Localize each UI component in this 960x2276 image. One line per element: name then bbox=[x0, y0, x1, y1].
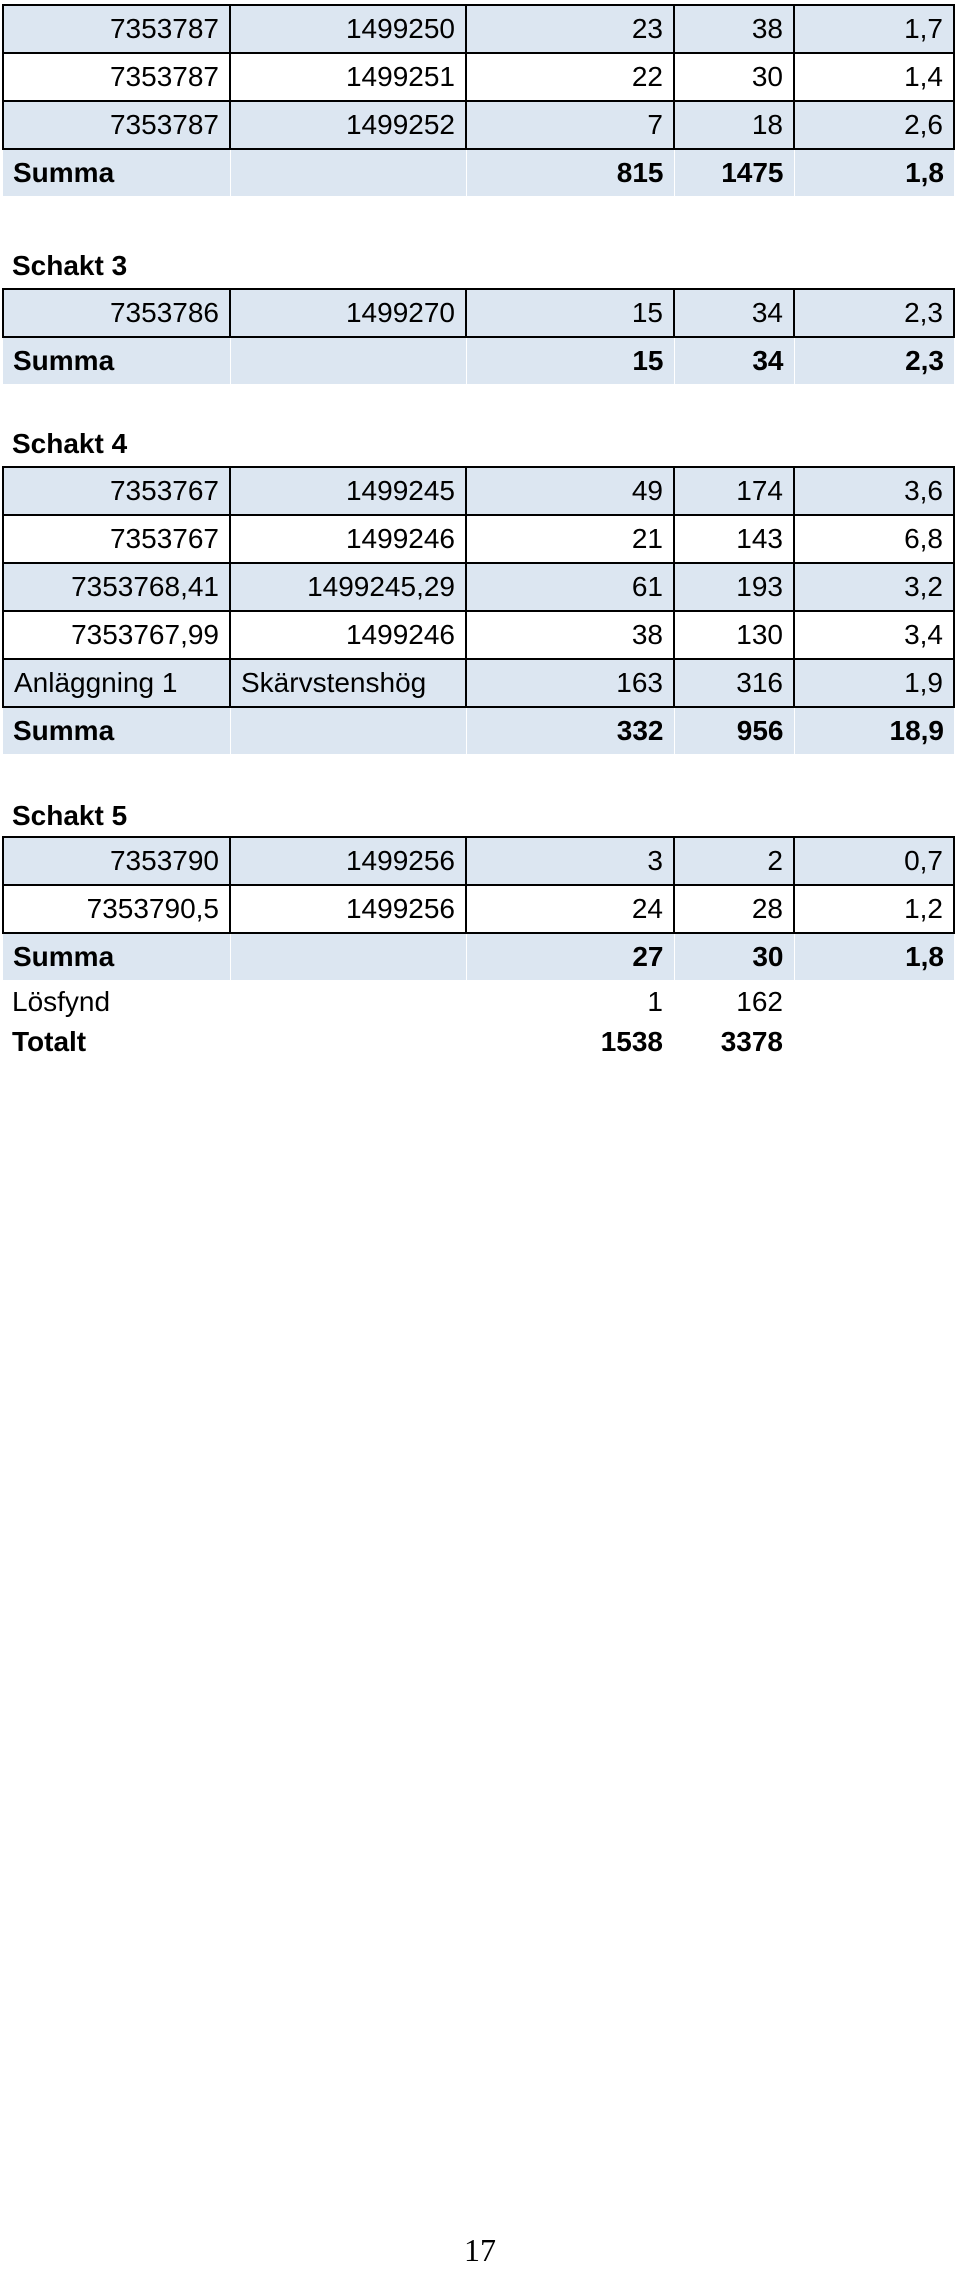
cell-weight: 28 bbox=[674, 885, 794, 933]
findings-table-schakt-3 bbox=[2, 288, 955, 384]
cell-weight: 193 bbox=[674, 563, 794, 611]
cell-northing: 7353767,99 bbox=[3, 611, 230, 659]
findings-table-schakt-5 bbox=[2, 836, 955, 980]
table-row bbox=[3, 659, 954, 707]
cell-count: 15 bbox=[466, 289, 674, 337]
summa-label: Summa bbox=[3, 149, 230, 196]
summa-ratio: 1,8 bbox=[794, 149, 954, 196]
cell-northing: 7353767 bbox=[3, 467, 230, 515]
totalt-row bbox=[2, 1022, 953, 1062]
losfynd-label: Lösfynd bbox=[12, 986, 111, 1017]
cell-easting: Skärvstenshög bbox=[230, 659, 466, 707]
cell-easting: 1499270 bbox=[230, 289, 466, 337]
cell-weight: 174 bbox=[674, 467, 794, 515]
table-row bbox=[3, 467, 954, 515]
cell-northing: 7353790 bbox=[3, 837, 230, 885]
summa-row bbox=[3, 337, 954, 384]
cell-ratio: 3,4 bbox=[794, 611, 954, 659]
cell-count: 163 bbox=[466, 659, 674, 707]
summa-easting bbox=[230, 337, 466, 384]
losfynd-count: 1 bbox=[647, 986, 663, 1017]
page-number: 17 bbox=[464, 2232, 496, 2268]
table-row bbox=[3, 611, 954, 659]
summa-weight: 30 bbox=[674, 933, 794, 980]
totalt-weight: 3378 bbox=[720, 1026, 783, 1057]
cell-easting: 1499246 bbox=[230, 515, 466, 563]
cell-weight: 38 bbox=[674, 5, 794, 53]
summa-row bbox=[3, 707, 954, 754]
summa-easting bbox=[230, 149, 466, 196]
cell-northing: 7353767 bbox=[3, 515, 230, 563]
summa-count: 15 bbox=[466, 337, 674, 384]
section-title-schakt-3: Schakt 3 bbox=[12, 250, 128, 281]
totalt-count: 1538 bbox=[600, 1026, 663, 1057]
cell-count: 61 bbox=[466, 563, 674, 611]
cell-weight: 18 bbox=[674, 101, 794, 149]
cell-northing: 7353768,41 bbox=[3, 563, 230, 611]
summa-label: Summa bbox=[3, 933, 230, 980]
cell-easting: 1499246 bbox=[230, 611, 466, 659]
table-row bbox=[3, 101, 954, 149]
table-row bbox=[3, 885, 954, 933]
summa-count: 27 bbox=[466, 933, 674, 980]
cell-count: 24 bbox=[466, 885, 674, 933]
cell-weight: 2 bbox=[674, 837, 794, 885]
cell-weight: 130 bbox=[674, 611, 794, 659]
losfynd-weight: 162 bbox=[736, 986, 783, 1017]
summa-weight: 34 bbox=[674, 337, 794, 384]
cell-ratio: 3,6 bbox=[794, 467, 954, 515]
cell-weight: 143 bbox=[674, 515, 794, 563]
cell-easting: 1499256 bbox=[230, 885, 466, 933]
cell-easting: 1499245,29 bbox=[230, 563, 466, 611]
cell-easting: 1499256 bbox=[230, 837, 466, 885]
cell-easting: 1499250 bbox=[230, 5, 466, 53]
cell-count: 21 bbox=[466, 515, 674, 563]
summa-ratio: 1,8 bbox=[794, 933, 954, 980]
cell-northing: 7353787 bbox=[3, 53, 230, 101]
cell-count: 3 bbox=[466, 837, 674, 885]
table-row bbox=[3, 289, 954, 337]
summa-weight: 956 bbox=[674, 707, 794, 754]
cell-easting: 1499245 bbox=[230, 467, 466, 515]
findings-table-continued bbox=[2, 4, 955, 196]
findings-table-schakt-4 bbox=[2, 466, 955, 754]
table-row bbox=[3, 563, 954, 611]
summa-easting bbox=[230, 933, 466, 980]
cell-count: 23 bbox=[466, 5, 674, 53]
table-row bbox=[3, 837, 954, 885]
cell-ratio: 6,8 bbox=[794, 515, 954, 563]
cell-weight: 34 bbox=[674, 289, 794, 337]
summa-label: Summa bbox=[3, 337, 230, 384]
summa-count: 332 bbox=[466, 707, 674, 754]
cell-northing: 7353786 bbox=[3, 289, 230, 337]
totalt-ratio bbox=[793, 1022, 953, 1062]
cell-ratio: 0,7 bbox=[794, 837, 954, 885]
cell-ratio: 2,3 bbox=[794, 289, 954, 337]
cell-ratio: 3,2 bbox=[794, 563, 954, 611]
cell-ratio: 1,4 bbox=[794, 53, 954, 101]
cell-easting: 1499252 bbox=[230, 101, 466, 149]
losfynd-row bbox=[2, 982, 953, 1022]
cell-northing: 7353790,5 bbox=[3, 885, 230, 933]
totals-table bbox=[2, 982, 953, 1062]
summa-ratio: 18,9 bbox=[794, 707, 954, 754]
section-title-schakt-4: Schakt 4 bbox=[12, 428, 128, 459]
cell-count: 49 bbox=[466, 467, 674, 515]
totalt-label: Totalt bbox=[12, 1026, 87, 1057]
section-title-schakt-5: Schakt 5 bbox=[12, 800, 128, 831]
cell-weight: 316 bbox=[674, 659, 794, 707]
summa-label: Summa bbox=[3, 707, 230, 754]
table-row bbox=[3, 515, 954, 563]
summa-easting bbox=[230, 707, 466, 754]
losfynd-cell bbox=[229, 982, 465, 1022]
cell-ratio: 1,7 bbox=[794, 5, 954, 53]
cell-northing: 7353787 bbox=[3, 101, 230, 149]
cell-weight: 30 bbox=[674, 53, 794, 101]
cell-easting: 1499251 bbox=[230, 53, 466, 101]
cell-count: 38 bbox=[466, 611, 674, 659]
cell-ratio: 2,6 bbox=[794, 101, 954, 149]
cell-northing: Anläggning 1 bbox=[3, 659, 230, 707]
summa-count: 815 bbox=[466, 149, 674, 196]
cell-northing: 7353787 bbox=[3, 5, 230, 53]
summa-weight: 1475 bbox=[674, 149, 794, 196]
cell-count: 7 bbox=[466, 101, 674, 149]
totalt-cell bbox=[229, 1022, 465, 1062]
table-row bbox=[3, 53, 954, 101]
cell-ratio: 1,2 bbox=[794, 885, 954, 933]
summa-row bbox=[3, 149, 954, 196]
summa-row bbox=[3, 933, 954, 980]
summa-ratio: 2,3 bbox=[794, 337, 954, 384]
cell-count: 22 bbox=[466, 53, 674, 101]
table-row bbox=[3, 5, 954, 53]
losfynd-ratio bbox=[793, 982, 953, 1022]
cell-ratio: 1,9 bbox=[794, 659, 954, 707]
